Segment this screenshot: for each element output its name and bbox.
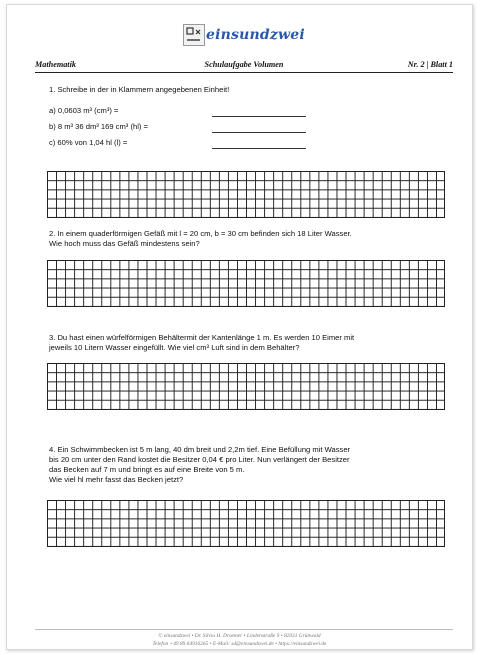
task2-line2: Wie hoch muss das Gefäß mindestens sein? <box>49 239 200 248</box>
answer-grid-3[interactable] <box>47 363 445 410</box>
task4-line4: Wie viel hl mehr fasst das Becken jetzt? <box>49 475 184 484</box>
task4-line3: das Becken auf 7 m und bringt es auf eine Breite von 5 m. <box>49 465 245 474</box>
task4-line1: 4. Ein Schwimmbecken ist 5 m lang, 40 dm breit und 2,2m tief. Eine Befüllung mit Wasser <box>49 445 351 454</box>
logo-icon <box>183 24 205 46</box>
footer-line2: Telefon +49 89 64916265 • E-Mail: sd@einsundzwei.de • https://einsundzwei.de <box>152 641 327 647</box>
task3-line1: 3. Du hast einen würfelförmigen Behältermit der Kantenlänge 1 m. Es werden 10 Eimer mit <box>49 333 355 342</box>
task1-a: a) 0,0603 m³ (cm³) = <box>49 106 119 115</box>
task1-b: b) 8 m³ 36 dm³ 169 cm³ (hl) = <box>49 122 148 131</box>
answer-line-a[interactable] <box>212 116 306 117</box>
task1-c: c) 60% von 1,04 hl (l) = <box>49 138 128 147</box>
answer-grid-2[interactable] <box>47 260 445 307</box>
sheet-number: Nr. 2 | Blatt 1 <box>407 60 453 69</box>
answer-grid-1[interactable] <box>47 171 445 218</box>
task3-line2: jeweils 10 Litern Wasser eingefüllt. Wie viel cm³ Luft sind in dem Behälter? <box>49 343 300 352</box>
subject-label: Mathematik <box>35 60 76 69</box>
task1-title: 1. Schreibe in der in Klammern angegebenen Einheit! <box>49 85 230 94</box>
task4-line2: bis 20 cm unter den Rand kostet die Besitzer 0,04 € pro Liter. Nun verlängert der Besitzer <box>49 455 350 464</box>
worksheet-header <box>35 60 453 73</box>
answer-grid-4[interactable] <box>47 500 445 547</box>
worksheet-title: Schulaufgabe Volumen <box>204 60 284 69</box>
task2-line1: 2. In einem quaderförmigen Gefäß mit l = 20 cm, b = 30 cm befinden sich 18 Liter Wasser. <box>49 229 352 238</box>
worksheet-page <box>6 4 473 650</box>
answer-line-c[interactable] <box>212 148 306 149</box>
answer-line-b[interactable] <box>212 132 306 133</box>
logo <box>183 22 305 48</box>
footer-line1: © einsundzwei • Dr. Silvia H. Droemer • Lindenstraße 9 • 82031 Grünwald <box>158 633 321 639</box>
footer-divider <box>35 629 453 630</box>
logo-text: einsundzwei <box>206 27 305 43</box>
